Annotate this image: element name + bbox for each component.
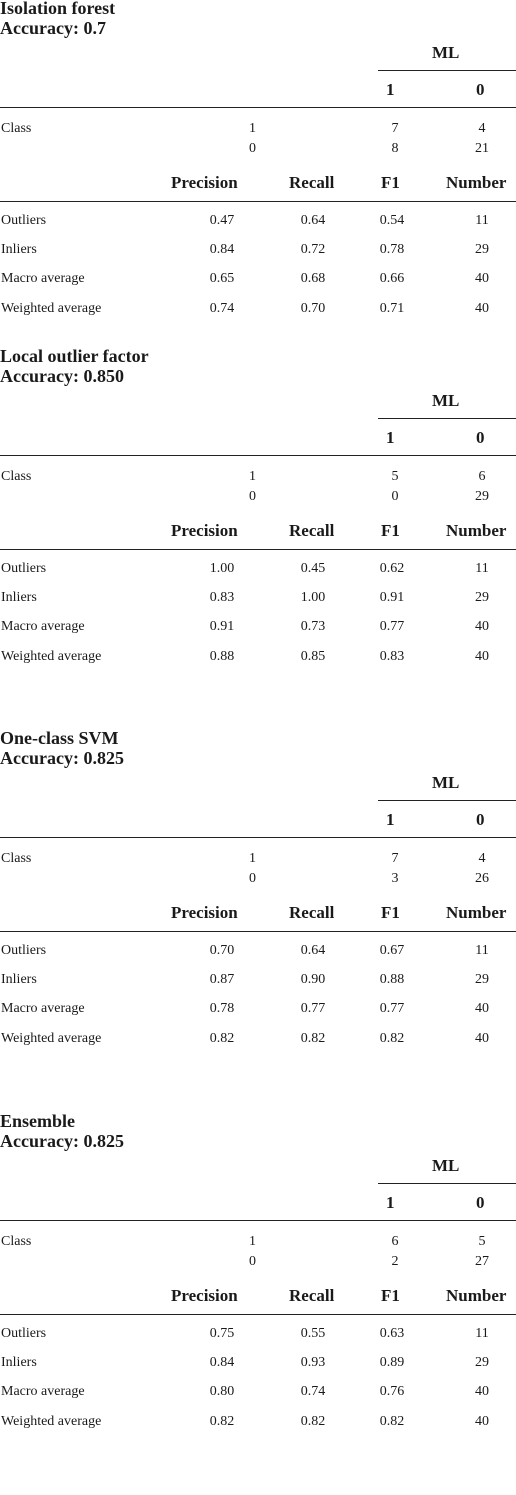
- f1-cell: 0.77: [379, 1001, 405, 1016]
- row-label: Macro average: [1, 619, 85, 634]
- ml-header-rule: [378, 1183, 516, 1184]
- class-label: Class: [1, 121, 32, 136]
- precision-cell: 0.80: [209, 1384, 235, 1399]
- recall-header: Recall: [289, 521, 335, 540]
- row-label: Inliers: [1, 242, 37, 257]
- confusion-cell: 4: [478, 121, 486, 136]
- precision-cell: 0.70: [209, 943, 235, 958]
- confusion-cell: 26: [475, 871, 489, 886]
- model-section: [0, 730, 516, 1112]
- table-rule: [0, 837, 516, 838]
- model-section: [0, 348, 516, 730]
- metrics-rule: [0, 201, 516, 202]
- f1-cell: 0.66: [379, 271, 405, 286]
- table-rule: [0, 1220, 516, 1221]
- number-cell: 29: [475, 242, 489, 257]
- metrics-rule: [0, 931, 516, 932]
- number-cell: 40: [475, 1384, 489, 1399]
- recall-cell: 0.90: [300, 972, 326, 987]
- ml-header-rule: [378, 800, 516, 801]
- metrics-rule: [0, 549, 516, 550]
- precision-cell: 1.00: [209, 561, 235, 576]
- row-label: Weighted average: [1, 301, 102, 316]
- f1-cell: 0.78: [379, 242, 405, 257]
- recall-cell: 0.45: [300, 561, 326, 576]
- f1-cell: 0.67: [379, 943, 405, 958]
- number-cell: 40: [475, 1414, 489, 1429]
- precision-header: Precision: [171, 1286, 238, 1305]
- row-label: Weighted average: [1, 1031, 102, 1046]
- number-header: Number: [446, 903, 507, 922]
- f1-header: F1: [381, 1286, 400, 1305]
- recall-cell: 0.85: [300, 649, 326, 664]
- table-rule: [0, 107, 516, 108]
- recall-header: Recall: [289, 903, 335, 922]
- number-header: Number: [446, 1286, 507, 1305]
- recall-cell: 0.72: [300, 242, 326, 257]
- predicted-1-header: 1: [386, 428, 395, 447]
- class-value: 1: [249, 469, 256, 484]
- recall-cell: 0.74: [300, 1384, 326, 1399]
- class-label: Class: [1, 1234, 32, 1249]
- row-label: Inliers: [1, 590, 37, 605]
- f1-cell: 0.83: [379, 649, 405, 664]
- precision-cell: 0.82: [209, 1414, 235, 1429]
- f1-header: F1: [381, 173, 400, 192]
- f1-cell: 0.82: [379, 1414, 405, 1429]
- precision-header: Precision: [171, 903, 238, 922]
- number-cell: 29: [475, 1355, 489, 1370]
- accuracy-label: Accuracy: 0.825: [0, 748, 124, 768]
- class-value: 1: [249, 851, 256, 866]
- class-value: 1: [249, 121, 256, 136]
- confusion-cell: 7: [391, 851, 399, 866]
- model-section: [0, 0, 516, 382]
- number-cell: 40: [475, 1031, 489, 1046]
- predicted-0-header: 0: [476, 810, 485, 829]
- row-label: Weighted average: [1, 1414, 102, 1429]
- confusion-cell: 7: [391, 121, 399, 136]
- confusion-cell: 0: [391, 489, 399, 504]
- ml-header: ML: [432, 43, 460, 62]
- precision-cell: 0.84: [209, 1355, 235, 1370]
- recall-cell: 0.64: [300, 943, 326, 958]
- confusion-cell: 5: [478, 1234, 486, 1249]
- precision-cell: 0.47: [209, 213, 235, 228]
- number-cell: 29: [475, 972, 489, 987]
- number-cell: 11: [475, 561, 489, 576]
- row-label: Outliers: [1, 943, 47, 958]
- number-header: Number: [446, 173, 507, 192]
- confusion-cell: 5: [391, 469, 399, 484]
- row-label: Outliers: [1, 561, 47, 576]
- f1-header: F1: [381, 903, 400, 922]
- predicted-0-header: 0: [476, 428, 485, 447]
- row-label: Inliers: [1, 1355, 37, 1370]
- predicted-1-header: 1: [386, 810, 395, 829]
- row-label: Outliers: [1, 213, 47, 228]
- row-label: Macro average: [1, 271, 85, 286]
- f1-cell: 0.89: [379, 1355, 405, 1370]
- f1-cell: 0.54: [379, 213, 405, 228]
- predicted-0-header: 0: [476, 80, 485, 99]
- confusion-cell: 27: [475, 1254, 489, 1269]
- precision-header: Precision: [171, 173, 238, 192]
- ml-header-rule: [378, 70, 516, 71]
- recall-cell: 1.00: [300, 590, 326, 605]
- precision-cell: 0.74: [209, 301, 235, 316]
- metrics-rule: [0, 1314, 516, 1315]
- f1-cell: 0.91: [379, 590, 405, 605]
- predicted-0-header: 0: [476, 1193, 485, 1212]
- recall-cell: 0.82: [300, 1031, 326, 1046]
- recall-cell: 0.73: [300, 619, 326, 634]
- recall-cell: 0.93: [300, 1355, 326, 1370]
- confusion-cell: 8: [391, 141, 399, 156]
- recall-cell: 0.55: [300, 1326, 326, 1341]
- confusion-cell: 4: [478, 851, 486, 866]
- recall-cell: 0.82: [300, 1414, 326, 1429]
- recall-header: Recall: [289, 1286, 335, 1305]
- ml-header: ML: [432, 391, 460, 410]
- f1-header: F1: [381, 521, 400, 540]
- model-section: [0, 1113, 516, 1495]
- precision-cell: 0.83: [209, 590, 235, 605]
- recall-cell: 0.70: [300, 301, 326, 316]
- f1-cell: 0.88: [379, 972, 405, 987]
- ml-header: ML: [432, 773, 460, 792]
- section-title: One-class SVM: [0, 728, 119, 748]
- number-header: Number: [446, 521, 507, 540]
- precision-cell: 0.84: [209, 242, 235, 257]
- f1-cell: 0.82: [379, 1031, 405, 1046]
- predicted-1-header: 1: [386, 80, 395, 99]
- row-label: Weighted average: [1, 649, 102, 664]
- accuracy-label: Accuracy: 0.850: [0, 366, 124, 386]
- class-value: 0: [249, 489, 256, 504]
- number-cell: 11: [475, 943, 489, 958]
- number-cell: 40: [475, 271, 489, 286]
- class-label: Class: [1, 469, 32, 484]
- precision-cell: 0.65: [209, 271, 235, 286]
- row-label: Macro average: [1, 1384, 85, 1399]
- number-cell: 11: [475, 213, 489, 228]
- f1-cell: 0.76: [379, 1384, 405, 1399]
- number-cell: 29: [475, 590, 489, 605]
- number-cell: 40: [475, 619, 489, 634]
- f1-cell: 0.71: [379, 301, 405, 316]
- row-label: Outliers: [1, 1326, 47, 1341]
- f1-cell: 0.63: [379, 1326, 405, 1341]
- f1-cell: 0.77: [379, 619, 405, 634]
- precision-cell: 0.75: [209, 1326, 235, 1341]
- section-title: Ensemble: [0, 1111, 76, 1131]
- confusion-cell: 6: [478, 469, 486, 484]
- precision-cell: 0.78: [209, 1001, 235, 1016]
- table-rule: [0, 455, 516, 456]
- precision-cell: 0.91: [209, 619, 235, 634]
- precision-cell: 0.88: [209, 649, 235, 664]
- precision-cell: 0.87: [209, 972, 235, 987]
- class-value: 0: [249, 871, 256, 886]
- number-cell: 40: [475, 649, 489, 664]
- number-cell: 11: [475, 1326, 489, 1341]
- recall-cell: 0.77: [300, 1001, 326, 1016]
- row-label: Macro average: [1, 1001, 85, 1016]
- recall-cell: 0.68: [300, 271, 326, 286]
- row-label: Inliers: [1, 972, 37, 987]
- confusion-cell: 6: [391, 1234, 399, 1249]
- class-value: 0: [249, 141, 256, 156]
- confusion-cell: 3: [391, 871, 399, 886]
- confusion-cell: 2: [391, 1254, 399, 1269]
- recall-header: Recall: [289, 173, 335, 192]
- confusion-cell: 21: [475, 141, 489, 156]
- number-cell: 40: [475, 1001, 489, 1016]
- section-title: Local outlier factor: [0, 346, 149, 366]
- predicted-1-header: 1: [386, 1193, 395, 1212]
- accuracy-label: Accuracy: 0.825: [0, 1131, 124, 1151]
- f1-cell: 0.62: [379, 561, 405, 576]
- class-label: Class: [1, 851, 32, 866]
- precision-header: Precision: [171, 521, 238, 540]
- class-value: 1: [249, 1234, 256, 1249]
- section-title: Isolation forest: [0, 0, 116, 18]
- recall-cell: 0.64: [300, 213, 326, 228]
- ml-header: ML: [432, 1156, 460, 1175]
- precision-cell: 0.82: [209, 1031, 235, 1046]
- accuracy-label: Accuracy: 0.7: [0, 18, 106, 38]
- number-cell: 40: [475, 301, 489, 316]
- confusion-cell: 29: [475, 489, 489, 504]
- ml-header-rule: [378, 418, 516, 419]
- class-value: 0: [249, 1254, 256, 1269]
